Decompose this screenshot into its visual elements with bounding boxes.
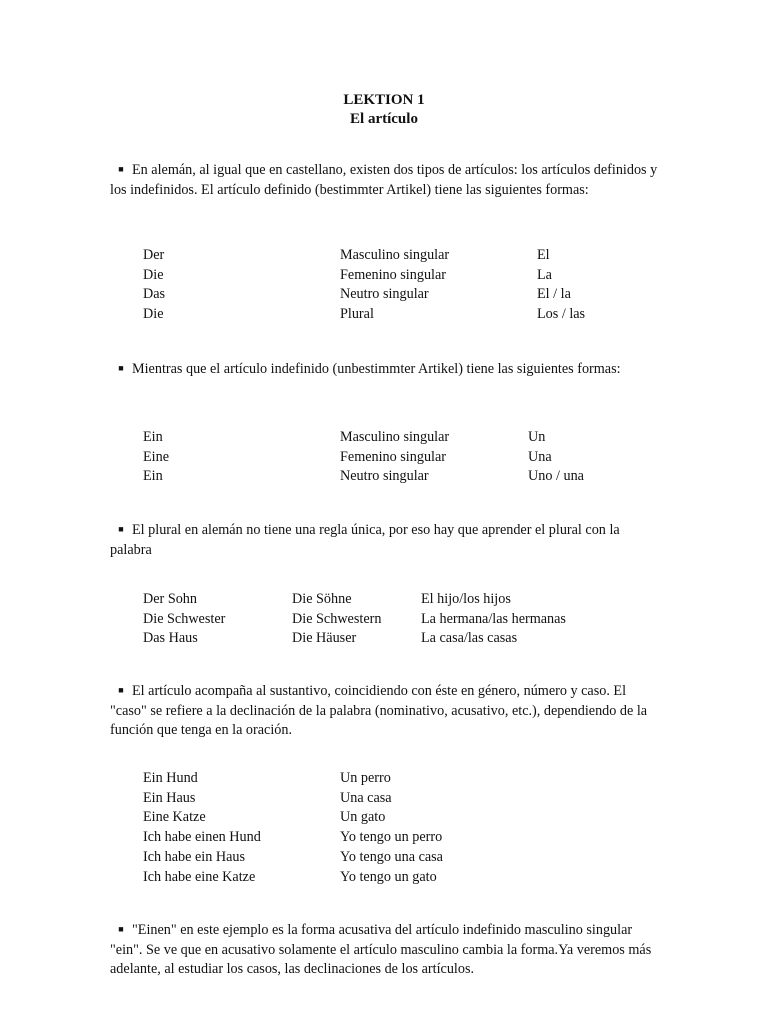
table-cell: Ein [143, 429, 163, 445]
table-cell: Neutro singular [340, 468, 429, 485]
table-cell: Ein Hund [143, 770, 198, 786]
page-subtitle: El artículo [350, 111, 418, 127]
table-cell: Un gato [340, 809, 386, 826]
table-cell: Ein [143, 468, 163, 485]
paragraph-text: El artículo acompaña al sustantivo, coincidiendo con éste en género, número y caso. El "caso" se refiere a la declinación de la palabra (nominativo, acusativo, etc.), dependiendo de la función que tenga en la oración. [110, 683, 648, 739]
table-cell: Masculino singular [340, 247, 450, 263]
table-cell: El [537, 247, 550, 263]
table-cell: Eine [143, 448, 169, 465]
table-cell: Der [143, 247, 165, 263]
table-cell: Una [528, 448, 552, 465]
bullet-icon: ■ [118, 524, 124, 534]
paragraph-case-intro [110, 681, 658, 741]
table-cell: Die Söhne [292, 591, 352, 607]
paragraph-text: El plural en alemán no tiene una regla única, por eso hay que aprender el plural con la palabra [110, 522, 620, 558]
table-cell: La hermana/las hermanas [421, 610, 566, 627]
table-cell: Ich habe ein Haus [143, 848, 246, 865]
page-title: LEKTION 1 [343, 92, 425, 108]
table-cell: Ich habe einen Hund [143, 829, 261, 846]
table-cell: La casa/las casas [421, 630, 518, 647]
table-cell: Der Sohn [143, 591, 197, 607]
table-row [143, 246, 637, 266]
table-cell: Femenino singular [340, 266, 446, 283]
table-cell: Neutro singular [340, 286, 429, 303]
plural-table [143, 590, 611, 649]
table-row [143, 769, 540, 789]
table-row [143, 789, 540, 809]
table-cell: Masculino singular [340, 429, 450, 445]
paragraph-indefinite-intro [110, 359, 658, 380]
table-cell: Yo tengo una casa [340, 848, 443, 865]
table-row [143, 448, 628, 468]
paragraph-accusative-note [110, 920, 658, 980]
table-row [143, 590, 611, 610]
table-cell: Uno / una [528, 468, 584, 485]
table-cell: Un [528, 429, 546, 445]
table-cell: Un perro [340, 770, 391, 786]
bullet-icon: ■ [118, 685, 124, 695]
table-cell: La [537, 266, 552, 283]
table-row [143, 467, 628, 487]
table-row [143, 629, 611, 649]
table-cell: El hijo/los hijos [421, 591, 511, 607]
table-row [143, 610, 611, 630]
table-cell: El / la [537, 286, 571, 303]
paragraph-text: "Einen" en este ejemplo es la forma acusativa del artículo indefinido masculino singular "ein". Se ve que en acusativo solamente el artículo masculino cambia la forma.Ya veremos más adelante, al estudiar los casos, las declinaciones de los artículos. [110, 922, 652, 978]
table-row [143, 428, 628, 448]
table-cell: Plural [340, 306, 374, 323]
table-row [143, 808, 540, 828]
table-row [143, 266, 637, 286]
table-row [143, 828, 540, 848]
table-cell: Yo tengo un gato [340, 868, 437, 885]
table-cell: Los / las [537, 306, 586, 323]
table-cell: Die Häuser [292, 630, 357, 647]
bullet-icon: ■ [118, 924, 124, 934]
table-cell: Die Schwestern [292, 610, 382, 627]
table-cell: Ein Haus [143, 789, 196, 806]
examples-table [143, 769, 540, 887]
definite-article-table [143, 246, 637, 325]
table-cell: Die Schwester [143, 610, 226, 627]
paragraph-text: En alemán, al igual que en castellano, existen dos tipos de artículos: los artículos definidos y los indefinidos. El artículo definido (bestimmter Artikel) tiene las siguientes formas: [110, 162, 658, 198]
table-cell: Die [143, 306, 164, 323]
table-cell: Ich habe eine Katze [143, 868, 256, 885]
table-row [143, 305, 637, 325]
paragraph-plural-intro [110, 520, 658, 560]
bullet-icon: ■ [118, 164, 124, 174]
table-cell: Una casa [340, 789, 392, 806]
paragraph-text: Mientras que el artículo indefinido (unbestimmter Artikel) tiene las siguientes formas: [132, 361, 621, 377]
table-row [143, 868, 540, 888]
table-cell: Yo tengo un perro [340, 829, 443, 846]
table-row [143, 285, 637, 305]
table-cell: Eine Katze [143, 809, 206, 826]
table-cell: Das Haus [143, 630, 198, 647]
bullet-icon: ■ [118, 363, 124, 373]
indefinite-article-table [143, 428, 628, 487]
table-cell: Die [143, 266, 164, 283]
paragraph-definite-intro [110, 160, 658, 200]
table-row [143, 848, 540, 868]
table-cell: Das [143, 286, 166, 303]
table-cell: Femenino singular [340, 448, 446, 465]
